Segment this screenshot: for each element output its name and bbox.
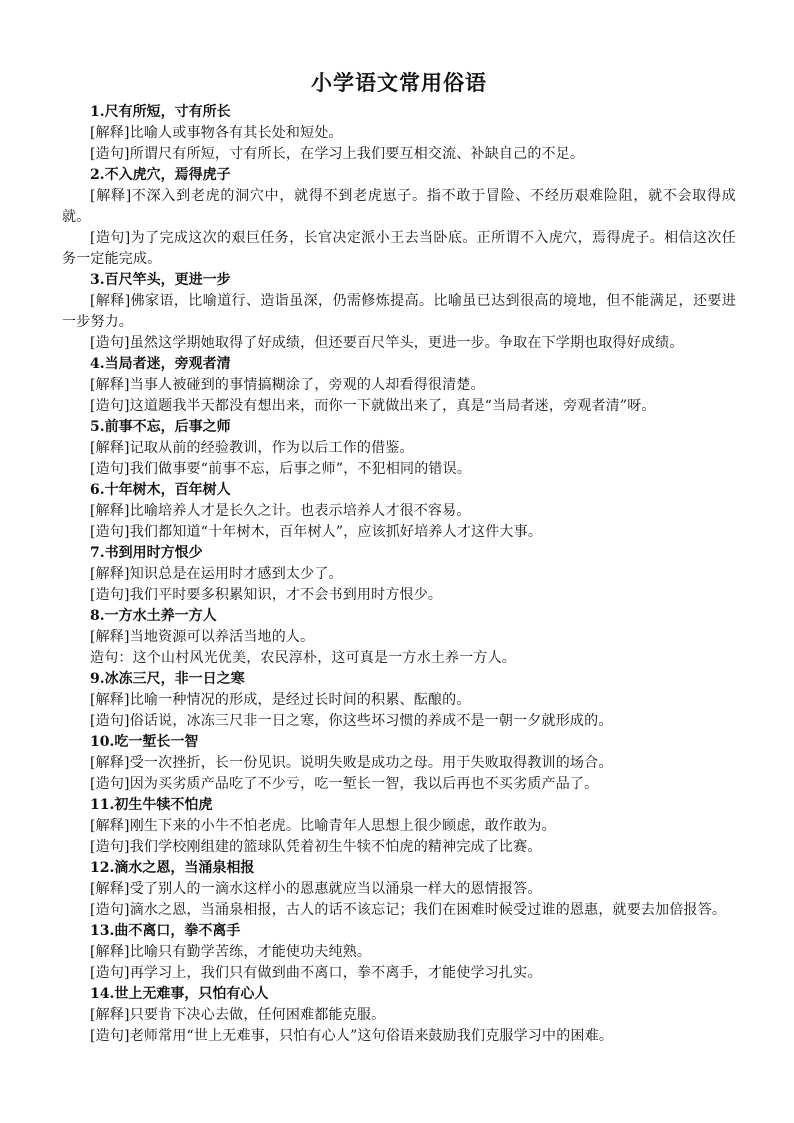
proverb-explanation: [解释]记取从前的经验教训，作为以后工作的借鉴。 <box>90 440 414 456</box>
proverb-example: [造句]俗话说，冰冻三尺非一日之寒，你这些坏习惯的养成不是一朝一夕就形成的。 <box>90 713 613 729</box>
proverb-heading: 2.不入虎穴，焉得虎子 <box>90 167 231 183</box>
proverb-heading: 12.滴水之恩，当涌泉相报 <box>90 860 255 876</box>
proverb-example: [造句]为了完成这次的艰巨任务，长官决定派小王去当卧底。正所谓不入虎穴，焉得虎子。相信这次任务一定能完成。 <box>62 230 736 267</box>
proverb-heading: 4.当局者迷，旁观者清 <box>90 356 231 372</box>
proverb-entry <box>62 858 736 921</box>
proverb-explanation: [解释]只要肯下决心去做，任何困难都能克服。 <box>90 1007 386 1023</box>
proverb-example: [造句]我们平时要多积累知识，才不会书到用时方恨少。 <box>90 587 443 603</box>
document-title: 小学语文常用俗语 <box>311 71 487 95</box>
proverb-explanation: [解释]刚生下来的小牛不怕老虎。比喻青年人思想上很少顾虑，敢作敢为。 <box>90 818 556 834</box>
proverb-example: [造句]虽然这学期她取得了好成绩，但还要百尺竿头，更进一步。争取在下学期也取得好成绩。 <box>90 335 684 351</box>
proverb-entry <box>62 480 736 543</box>
proverb-explanation: [解释]佛家语，比喻道行、造诣虽深，仍需修炼提高。比喻虽已达到很高的境地，但不能满足，还要进一步努力。 <box>62 293 736 330</box>
proverb-entry <box>62 354 736 417</box>
proverb-explanation: [解释]比喻培养人才是长久之计。也表示培养人才很不容易。 <box>90 503 471 519</box>
proverb-example: [造句]这道题我半天都没有想出来，而你一下就做出来了，真是“当局者迷，旁观者清”呀。 <box>90 398 656 414</box>
proverb-example: [造句]我们都知道“十年树木，百年树人”，应该抓好培养人才这件大事。 <box>90 524 543 540</box>
proverb-heading: 11.初生牛犊不怕虎 <box>90 797 213 813</box>
proverb-explanation: [解释]比喻只有勤学苦练，才能使功夫纯熟。 <box>90 944 372 960</box>
proverb-heading: 1.尺有所短，寸有所长 <box>90 104 231 120</box>
proverb-heading: 5.前事不忘，后事之师 <box>90 419 231 435</box>
proverb-heading: 3.百尺竿头，更进一步 <box>90 272 231 288</box>
proverb-entry <box>62 795 736 858</box>
proverb-heading: 6.十年树木，百年树人 <box>90 482 231 498</box>
proverb-entry <box>62 165 736 270</box>
proverb-explanation: [解释]受了别人的一滴水这样小的恩惠就应当以涌泉一样大的恩情报答。 <box>90 881 542 897</box>
proverb-entry <box>62 543 736 606</box>
proverb-heading: 10.吃一堑长一智 <box>90 734 199 750</box>
proverb-example: [造句]我们做事要“前事不忘，后事之师”，不犯相同的错误。 <box>90 461 472 477</box>
proverb-explanation: [解释]知识总是在运用时才感到太少了。 <box>90 566 343 582</box>
proverb-example: [造句]滴水之恩，当涌泉相报，古人的话不该忘记；我们在困难时候受过谁的恩惠，就要去加倍报答。 <box>90 902 727 918</box>
proverb-example: [造句]所谓尺有所短，寸有所长，在学习上我们要互相交流、补缺自己的不足。 <box>90 146 585 162</box>
proverb-entry <box>62 921 736 984</box>
proverb-example: [造句]我们学校刚组建的篮球队凭着初生牛犊不怕虎的精神完成了比赛。 <box>90 839 542 855</box>
proverb-heading: 8.一方水土养一方人 <box>90 608 217 624</box>
proverb-entry <box>62 669 736 732</box>
proverb-heading: 9.冰冻三尺，非一日之寒 <box>90 671 245 687</box>
proverb-example: [造句]因为买劣质产品吃了不少亏，吃一堑长一智，我以后再也不买劣质产品了。 <box>90 776 599 792</box>
proverb-explanation: [解释]不深入到老虎的洞穴中，就得不到老虎崽子。指不敢于冒险、不经历艰难险阻，就不会取得成就。 <box>62 188 736 225</box>
proverb-entry <box>62 270 736 354</box>
proverb-example: 造句：这个山村风光优美，农民淳朴，这可真是一方水土养一方人。 <box>90 650 516 666</box>
proverb-entry <box>62 732 736 795</box>
proverb-entry <box>62 606 736 669</box>
proverb-entry <box>62 102 736 165</box>
proverb-explanation: [解释]受一次挫折，长一份见识。说明失败是成功之母。用于失败取得教训的场合。 <box>90 755 613 771</box>
proverb-explanation: [解释]比喻人或事物各有其长处和短处。 <box>90 125 343 141</box>
proverb-heading: 14.世上无难事，只怕有心人 <box>90 986 269 1002</box>
proverb-explanation: [解释]比喻一种情况的形成，是经过长时间的积累、酝酿的。 <box>90 692 471 708</box>
proverb-example: [造句]老师常用“世上无难事，只怕有心人”这句俗语来鼓励我们克服学习中的困难。 <box>90 1028 614 1044</box>
proverb-explanation: [解释]当事人被碰到的事情搞糊涂了，旁观的人却看得很清楚。 <box>90 377 485 393</box>
proverb-entry <box>62 417 736 480</box>
proverb-explanation: [解释]当地资源可以养活当地的人。 <box>90 629 315 645</box>
proverb-example: [造句]再学习上，我们只有做到曲不离口，拳不离手，才能使学习扎实。 <box>90 965 542 981</box>
proverb-heading: 13.曲不离口，拳不离手 <box>90 923 241 939</box>
proverb-entry <box>62 984 736 1047</box>
proverb-heading: 7.书到用时方恨少 <box>90 545 203 561</box>
